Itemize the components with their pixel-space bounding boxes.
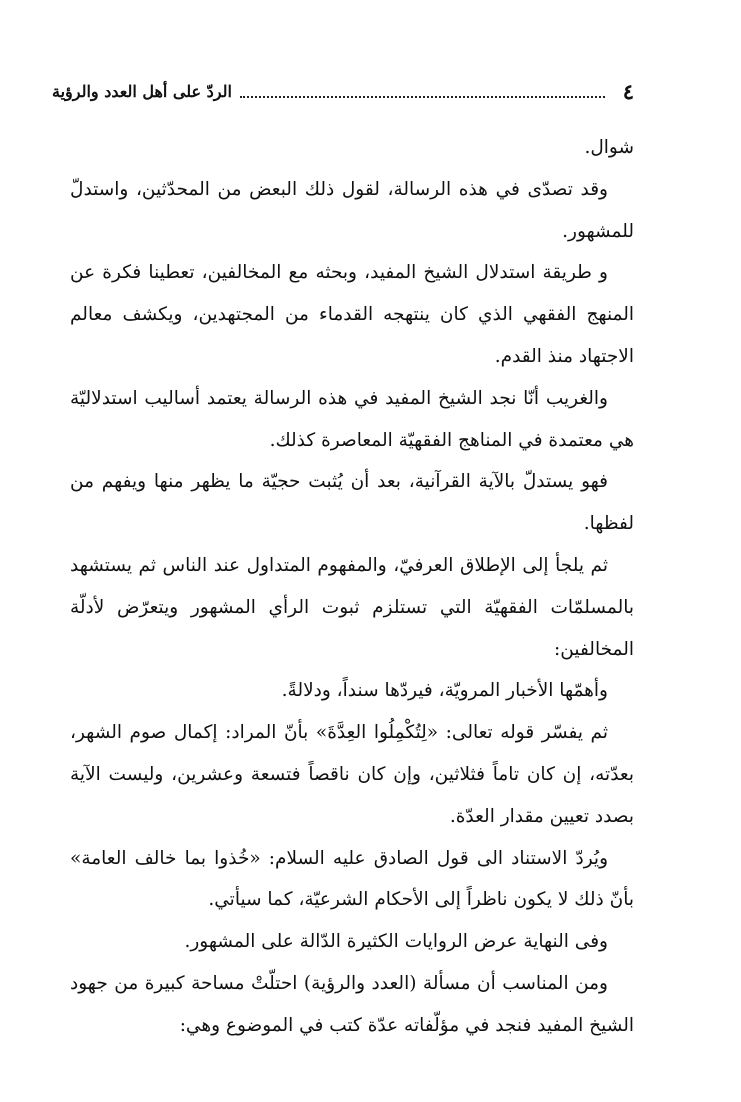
page-header	[52, 76, 634, 106]
running-title: الردّ على أهل العدد والرؤية	[52, 81, 232, 101]
paragraph: ثم يلجأ إلى الإطلاق العرفيّ، والمفهوم المتداول عند الناس ثم يستشهد بالمسلمّات الفقهيّة التي تستلزم ثبوت الرأي المشهور ويتعرّض لأدلّة المخالفين:	[70, 554, 634, 660]
page-number: ٤	[622, 78, 634, 104]
paragraph: والغريب أنّا نجد الشيخ المفيد في هذه الرسالة يعتمد أساليب استدلاليّة هي معتمدة في المناهج الفقهيّة المعاصرة كذلك.	[70, 387, 634, 451]
paragraph: ويُردّ الاستناد الى قول الصادق عليه السلام: «خُذوا بما خالف العامة» بأنّ ذلك لا يكون ناظراً إلى الأحكام الشرعيّة، كما سيأتي.	[70, 847, 634, 911]
paragraph: وقد تصدّى في هذه الرسالة، لقول ذلك البعض من المحدّثين، واستدلّ للمشهور.	[70, 178, 634, 242]
paragraph: شوال.	[584, 137, 634, 158]
paragraph: و طريقة استدلال الشيخ المفيد، وبحثه مع المخالفين، تعطينا فكرة عن المنهج الفقهي الذي كان ينتهجه القدماء من المجتهدين، ويكشف معالم الاجتهاد منذ القدم.	[70, 262, 634, 367]
paragraph: وفى النهاية عرض الروايات الكثيرة الدّالة على المشهور.	[184, 931, 608, 953]
paragraph: ثم يفسّر قوله تعالى: «لِتُكْمِلُوا العِدَّةَ» بأنّ المراد: إكمال صوم الشهر، بعدّته، إن كان تاماً فثلاثين، وإن كان ناقصاً فتسعة وعشرين، وليست الآية بصدد تعيين مقدار العدّة.	[70, 722, 634, 827]
paragraph: وأهمّها الأخبار المرويّة، فيردّها سنداً، ودلالةً.	[281, 680, 608, 702]
header-dotted-leader	[240, 96, 605, 98]
body-text	[70, 127, 634, 1047]
paragraph: فهو يستدلّ بالآية القرآنية، بعد أن يُثبت حجيّة ما يظهر منها ويفهم من لفظها.	[70, 471, 634, 535]
paragraph: ومن المناسب أن مسألة (العدد والرؤية) احتلّتْ مساحة كبيرة من جهود الشيخ المفيد فنجد في مؤلّفاته عدّة كتب في الموضوع وهي:	[70, 972, 634, 1036]
